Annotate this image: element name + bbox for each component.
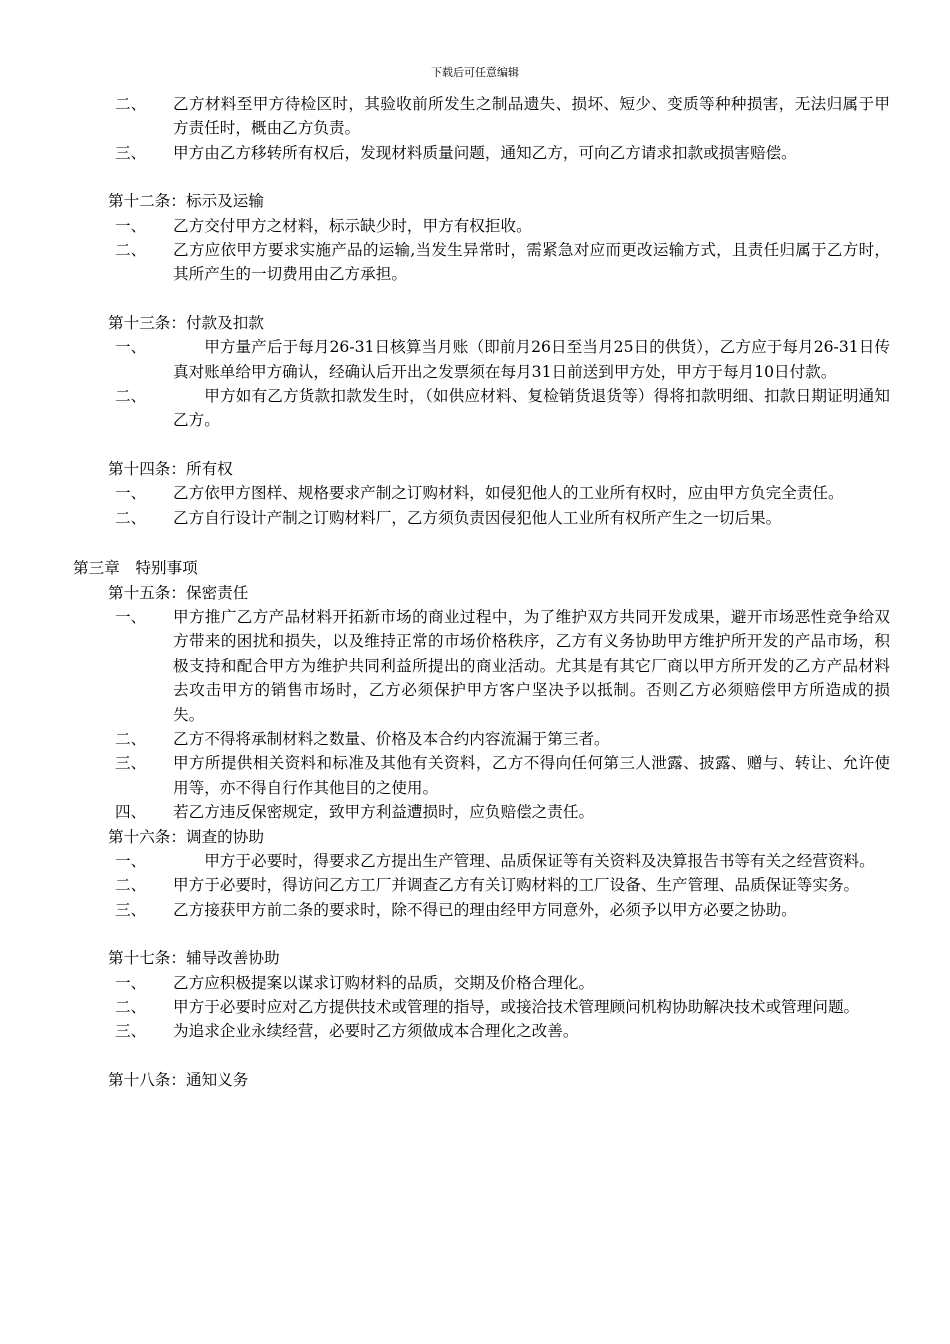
item-number: 二、 [115,241,147,260]
document-body [0,92,950,1092]
list-item [0,1019,950,1043]
item-number: 三、 [115,754,147,773]
list-item [0,481,950,505]
item-number: 一、 [115,338,147,357]
item-number: 一、 [115,973,147,992]
item-text: 乙方接获甲方前二条的要求时，除不得已的理由经甲方同意外，必须予以甲方必要之协助。 [173,900,797,919]
item-text: 若乙方违反保密规定，致甲方利益遭损时，应负赔偿之责任。 [173,803,595,822]
article-title: 第十六条：调查的协助 [108,827,264,846]
item-text: 乙方应积极提案以谋求订购材料的品质，交期及价格合理化。 [173,973,595,992]
item-text: 乙方材料至甲方待检区时，其验收前所发生之制品遗失、损坏、短少、变质等种种损害，无法归属于甲方责任时，概由乙方负责。 [173,95,890,138]
item-number: 二、 [115,729,147,748]
item-text: 乙方依甲方图样、规格要求产制之订购材料，如侵犯他人的工业所有权时，应由甲方负完全责任。 [173,484,844,503]
item-number: 三、 [115,1022,147,1041]
item-text: 乙方应依甲方要求实施产品的运输,当发生异常时，需紧急对应而更改运输方式，且责任归属于乙方时，其所产生的一切费用由乙方承担。 [173,241,890,284]
item-text: 甲方由乙方移转所有权后，发现材料质量问题，通知乙方，可向乙方请求扣款或损害赔偿。 [173,143,797,162]
item-text: 甲方于必要时，得访问乙方工厂并调查乙方有关订购材料的工厂设备、生产管理、品质保证等实务。 [173,876,860,895]
list-item [0,335,950,384]
item-number: 四、 [115,803,147,822]
item-number: 二、 [115,508,147,527]
item-text: 为追求企业永续经营，必要时乙方须做成本合理化之改善。 [173,1022,579,1041]
item-text: 甲方所提供相关资料和标准及其他有关资料，乙方不得向任何第三人泄露、披露、赠与、转让、允许使用等，亦不得自行作其他目的之使用。 [173,754,890,797]
list-item [0,214,950,238]
item-number: 二、 [115,998,147,1016]
item-number: 一、 [115,216,147,235]
item-text: 甲方如有乙方货款扣款发生时，（如供应材料、复检销货退货等）得将扣款明细、扣款日期证明通知乙方。 [173,387,890,430]
article-title: 第十五条：保密责任 [108,583,249,602]
chapter-title: 第三章 特别事项 [73,559,198,578]
item-text: 甲方于必要时应对乙方提供技术或管理的指导，或接洽技术管理顾问机构协助解决技术或管理问题。 [173,998,860,1016]
item-number: 二、 [115,876,147,895]
item-text: 乙方交付甲方之材料，标示缺少时，甲方有权拒收。 [173,216,532,235]
list-item [0,92,950,141]
list-item [0,751,950,800]
item-number: 二、 [115,387,147,406]
item-number: 一、 [115,607,147,626]
list-item [0,873,950,897]
article-title: 第十四条：所有权 [108,459,233,478]
article-title: 第十八条：通知义务 [108,1070,249,1089]
item-number: 一、 [115,484,147,503]
article-title: 第十三条：付款及扣款 [108,313,264,332]
item-number: 一、 [115,851,147,870]
list-item [0,238,950,287]
page-header: 下载后可任意编辑 [431,66,519,79]
list-item [0,995,950,1019]
item-number: 三、 [115,900,147,919]
list-item [0,506,950,530]
item-text: 乙方自行设计产制之订购材料厂，乙方须负责因侵犯他人工业所有权所产生之一切后果。 [173,508,782,527]
list-item [0,727,950,751]
list-item [0,141,950,165]
list-item [0,800,950,824]
list-item [0,605,950,727]
list-item [0,898,950,922]
article-title: 第十二条：标示及运输 [108,192,264,211]
item-number: 三、 [115,143,147,162]
list-item [0,971,950,995]
item-text: 乙方不得将承制材料之数量、价格及本合约内容流漏于第三者。 [173,729,610,748]
article-title: 第十七条：辅导改善协助 [108,949,280,968]
list-item [0,849,950,873]
item-text: 甲方推广乙方产品材料开拓新市场的商业过程中，为了维护双方共同开发成果，避开市场恶性竞争给双方带来的困扰和损失，以及维持正常的市场价格秩序，乙方有义务协助甲方维护所开发的产品市场，积极支持和配合甲方为维护共同利益所提出的商业活动。尤其是有其它厂商以甲方所开发的乙方产品材料去攻击甲方的销售市场时，乙方必须保护甲方客户坚决予以抵制。否则乙方必须赔偿甲方所造成的损失。 [173,607,890,724]
item-number: 二、 [115,95,147,113]
list-item [0,384,950,433]
item-text: 甲方量产后于每月26-31日核算当月账（即前月26日至当月25日的供货），乙方应于每月26-31日传真对账单给甲方确认，经确认后开出之发票须在每月31日前送到甲方处，甲方于每月10日付款。 [173,338,890,381]
item-text: 甲方于必要时，得要求乙方提出生产管理、品质保证等有关资料及决算报告书等有关之经营资料。 [204,851,875,870]
